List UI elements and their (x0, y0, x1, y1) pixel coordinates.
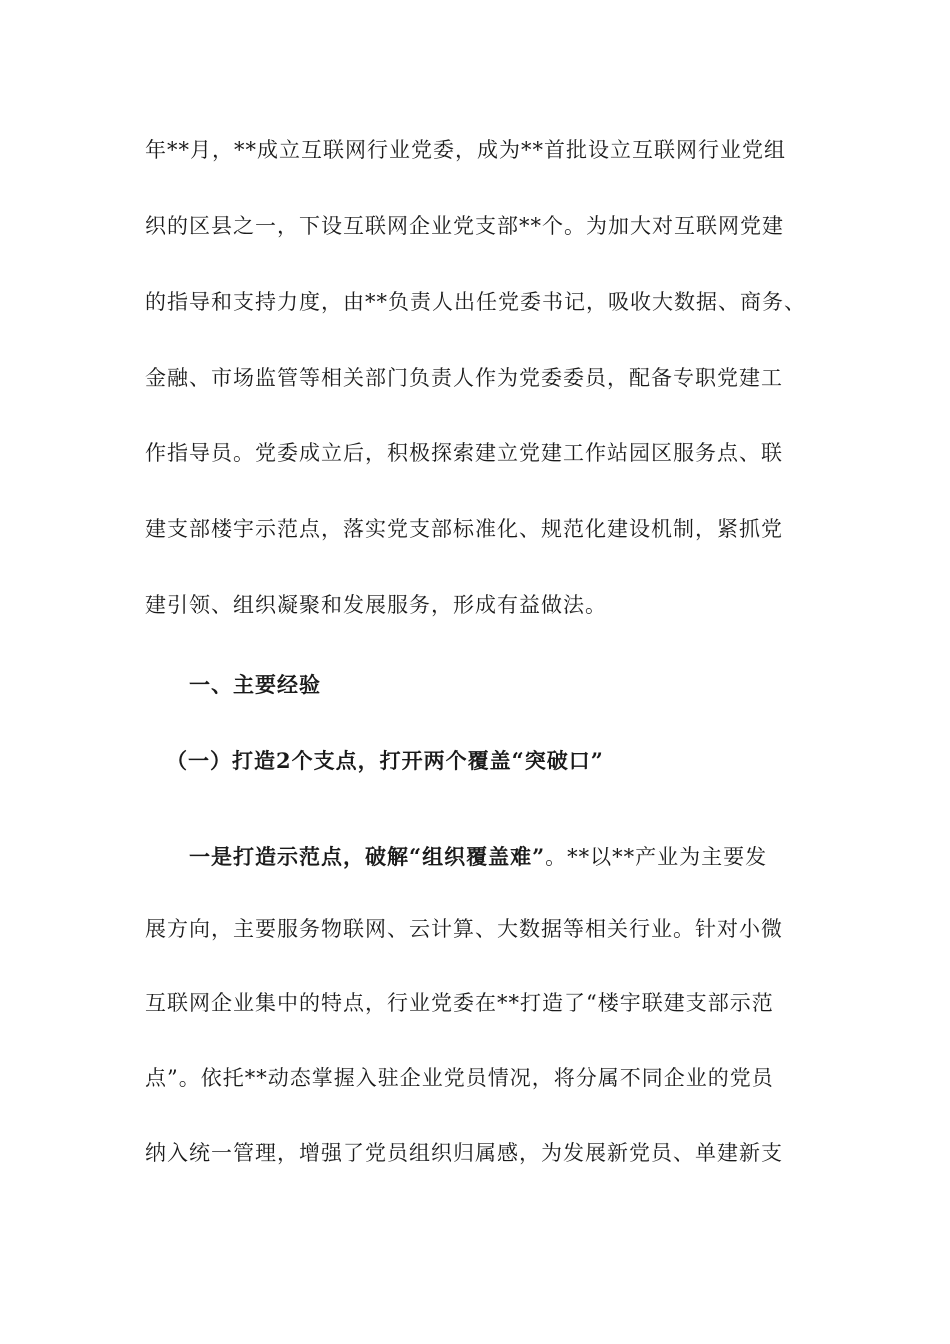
intro-line-5: 作指导员。党委成立后，积极探索建立党建工作站园区服务点、联 (145, 441, 783, 465)
intro-line-4: 金融、市场监管等相关部门负责人作为党委委员，配备专职党建工 (145, 366, 783, 390)
intro-line-7: 建引领、组织凝聚和发展服务，形成有益做法。 (145, 593, 607, 617)
intro-line-6: 建支部楼宇示范点，落实党支部标准化、规范化建设机制，紧抓党 (145, 517, 783, 541)
body-line-1: 展方向，主要服务物联网、云计算、大数据等相关行业。针对小微 (145, 917, 783, 941)
body-line-4: 纳入统一管理，增强了党员组织归属感，为发展新党员、单建新支 (145, 1141, 783, 1165)
paragraph-lead-line (189, 843, 767, 871)
paragraph-lead-rest: 。**以**产业为主要发 (545, 845, 768, 869)
body-line-2: 互联网企业集中的特点，行业党委在**打造了“楼宇联建支部示范 (145, 991, 774, 1015)
section-heading: 一、主要经验 (189, 672, 321, 697)
intro-line-2: 织的区县之一，下设互联网企业党支部**个。为加大对互联网党建 (145, 214, 784, 238)
subsection-heading: （一）打造2个支点，打开两个覆盖“突破口” (166, 748, 604, 773)
intro-line-3: 的指导和支持力度，由**负责人出任党委书记，吸收大数据、商务、 (145, 290, 806, 314)
paragraph-lead-bold: 一是打造示范点，破解“组织覆盖难” (189, 844, 546, 869)
body-line-3: 点”。依托**动态掌握入驻企业党员情况，将分属不同企业的党员 (145, 1066, 774, 1090)
intro-line-1: 年**月，**成立互联网行业党委，成为**首批设立互联网行业党组 (145, 138, 786, 162)
